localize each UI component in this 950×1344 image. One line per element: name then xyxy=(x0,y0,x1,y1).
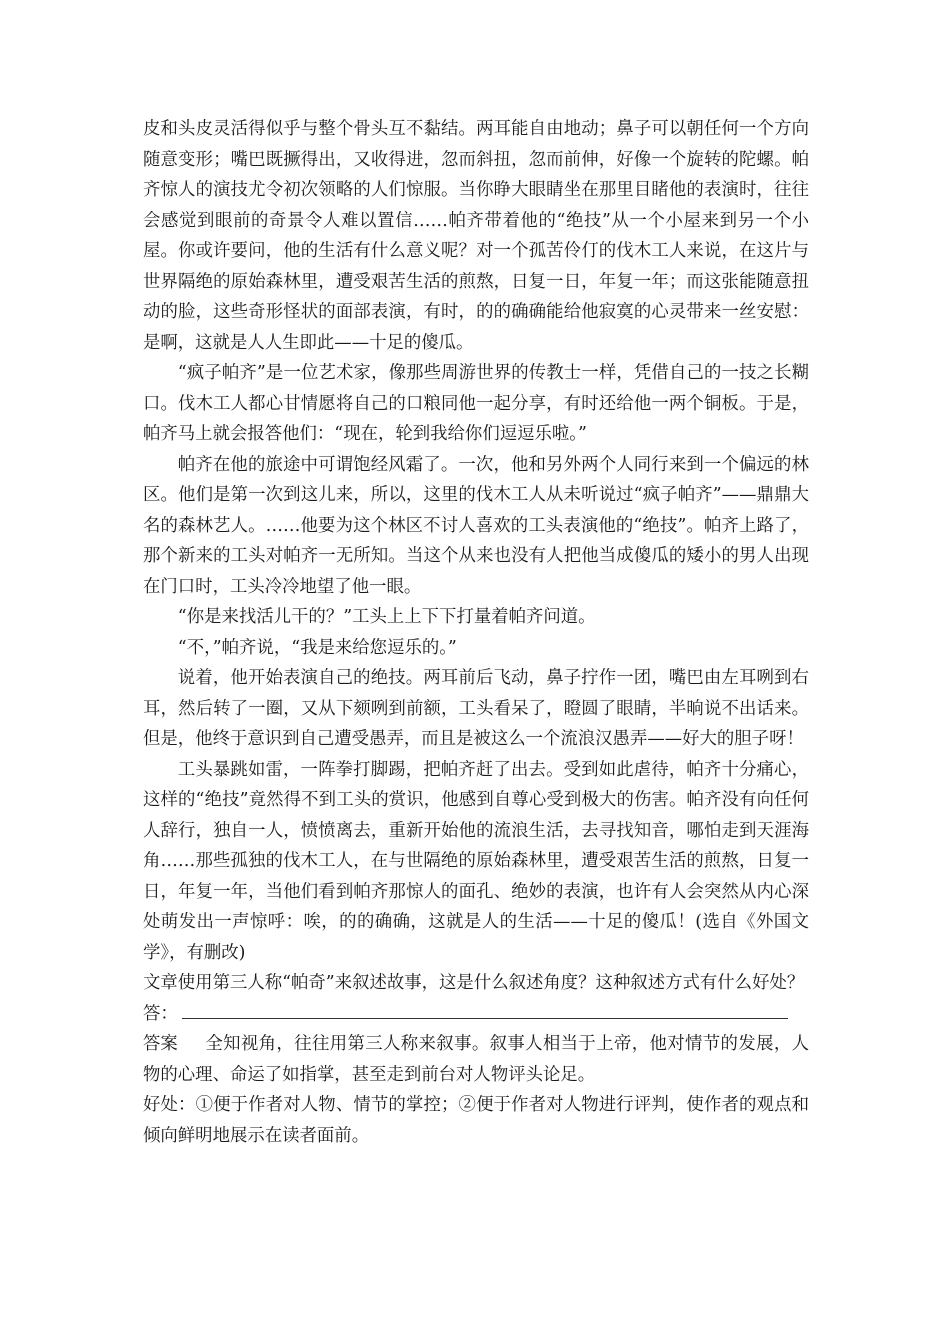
document-page xyxy=(143,114,809,1151)
answer-prompt-row xyxy=(143,999,809,1030)
answer-label: 答案 xyxy=(143,1034,178,1054)
article-paragraph-2: “疯子帕齐”是一位艺术家，像那些周游世界的传教士一样，凭借自己的一技之长糊口。伐木工人都心甘情愿将自己的口粮同他一起分享，有时还给他一两个铜板。于是，帕齐马上就会报答他们：“现在，轮到我给你们逗逗乐啦。” xyxy=(143,363,809,444)
answer-prompt-label: 答： xyxy=(143,1003,178,1024)
article-paragraph-7: 工头暴跳如雷，一阵拳打脚踢，把帕齐赶了出去。受到如此虐待，帕齐十分痛心，这样的“绝技”竟然得不到工头的赏识，他感到自尊心受到极大的伤害。帕齐没有向任何人辞行，独自一人，愤愤离去，重新开始他的流浪生活，去寻找知音，哪怕走到天涯海角……那些孤独的伐木工人，在与世隔绝的原始森林里，遭受艰苦生活的煎熬，日复一日，年复一年，当他们看到帕齐那惊人的面孔、绝妙的表演，也许有人会突然从内心深处萌发出一声惊呼：唉，的的确确，这就是人的生活——十足的傻瓜！(选自《外国文学》，有删改) xyxy=(143,759,809,963)
answer-blank-line xyxy=(182,1000,788,1019)
article-paragraph-4: “你是来找活儿干的？”工头上上下下打量着帕齐问道。 xyxy=(177,607,596,627)
answer-text: 全知视角，往往用第三人称来叙事。叙事人相当于上帝，他对情节的发展，人物的心理、命运了如指掌，甚至走到前台对人物评头论足。 xyxy=(143,1034,809,1085)
question-text: 文章使用第三人称“帕奇”来叙述故事，这是什么叙述角度？这种叙述方式有什么好处？ xyxy=(143,973,805,993)
article-paragraph-1: 皮和头皮灵活得似乎与整个骨头互不黏结。两耳能自由地动；鼻子可以朝任何一个方向随意变形；嘴巴既撅得出，又收得进，忽而斜扭，忽而前伸，好像一个旋转的陀螺。帕齐惊人的演技尤令初次领略的人们惊服。当你睁大眼睛坐在那里目睹他的表演时，往往会感觉到眼前的奇景令人难以置信……帕齐带着他的“绝技”从一个小屋来到另一个小屋。你或许要问，他的生活有什么意义呢？对一个孤苦伶仃的伐木工人来说，在这片与世界隔绝的原始森林里，遭受艰苦生活的煎熬，日复一日，年复一年；而这张能随意扭动的脸，这些奇形怪状的面部表演，有时，的的确确能给他寂寞的心灵带来一丝安慰：是啊，这就是人人生即此——十足的傻瓜。 xyxy=(143,119,809,353)
article-paragraph-6: 说着，他开始表演自己的绝技。两耳前后飞动，鼻子拧作一团，嘴巴由左耳咧到右耳，然后转了一圈，又从下颏咧到前额，工头看呆了，瞪圆了眼睛，半晌说不出话来。但是，他终于意识到自己遭受愚弄，而且是被这么一个流浪汉愚弄——好大的胆子呀！ xyxy=(143,668,809,749)
answer-benefits: 好处：①便于作者对人物、情节的掌控；②便于作者对人物进行评判，使作者的观点和倾向鲜明地展示在读者面前。 xyxy=(143,1095,809,1146)
article-paragraph-5: “不，”帕齐说，“我是来给您逗乐的。” xyxy=(177,637,457,658)
article-paragraph-3: 帕齐在他的旅途中可谓饱经风霜了。一次，他和另外两个人同行来到一个偏远的林区。他们是第一次到这儿来，所以，这里的伐木工人从未听说过“疯子帕齐”——鼎鼎大名的森林艺人。……他要为这个林区不讨人喜欢的工头表演他的“绝技”。帕齐上路了，那个新来的工头对帕齐一无所知。当这个从来也没有人把他当成傻瓜的矮小的男人出现在门口时，工头冷冷地望了他一眼。 xyxy=(143,454,809,597)
answer-block xyxy=(143,1029,809,1090)
